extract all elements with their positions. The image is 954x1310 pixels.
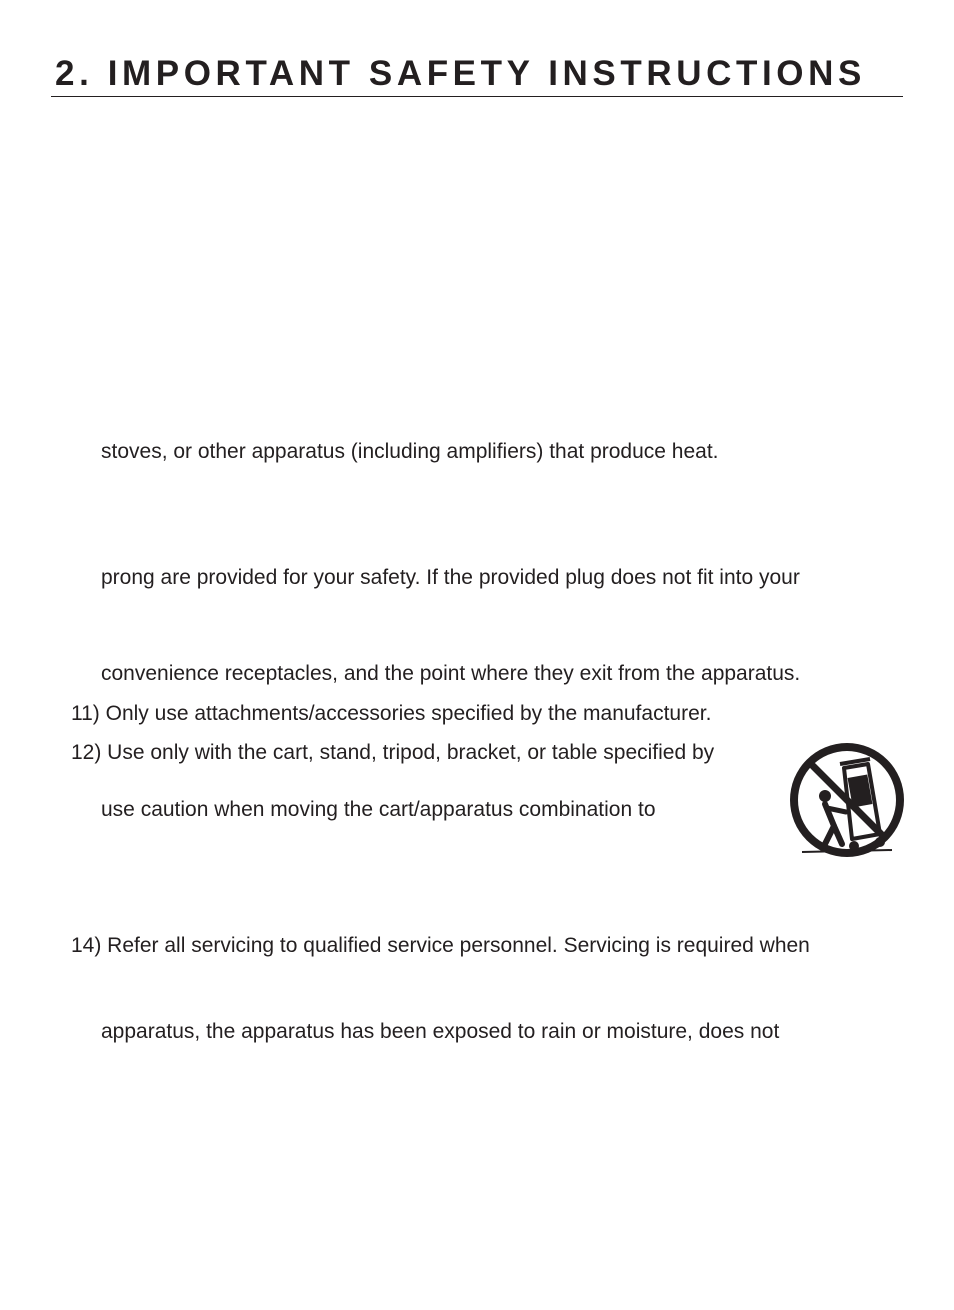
- portable-cart-warning-icon: [788, 742, 906, 860]
- instruction-line-moisture: apparatus, the apparatus has been exposed to rain or moisture, does not: [101, 1020, 780, 1043]
- instruction-item-11: 11) Only use attachments/accessories specified by the manufacturer.: [71, 702, 712, 725]
- page-title: 2. IMPORTANT SAFETY INSTRUCTIONS: [55, 54, 866, 93]
- instruction-item-12: 12) Use only with the cart, stand, tripod, bracket, or table specified by: [71, 741, 715, 764]
- instruction-line-heat: stoves, or other apparatus (including amplifiers) that produce heat.: [101, 440, 719, 463]
- instruction-line-receptacles: convenience receptacles, and the point where they exit from the apparatus.: [101, 662, 801, 685]
- instruction-line-prong: prong are provided for your safety. If the provided plug does not fit into your: [101, 566, 800, 589]
- title-divider: [51, 96, 903, 97]
- instruction-item-14: 14) Refer all servicing to qualified service personnel. Servicing is required when: [71, 934, 810, 957]
- instruction-line-caution: use caution when moving the cart/apparatus combination to: [101, 798, 656, 821]
